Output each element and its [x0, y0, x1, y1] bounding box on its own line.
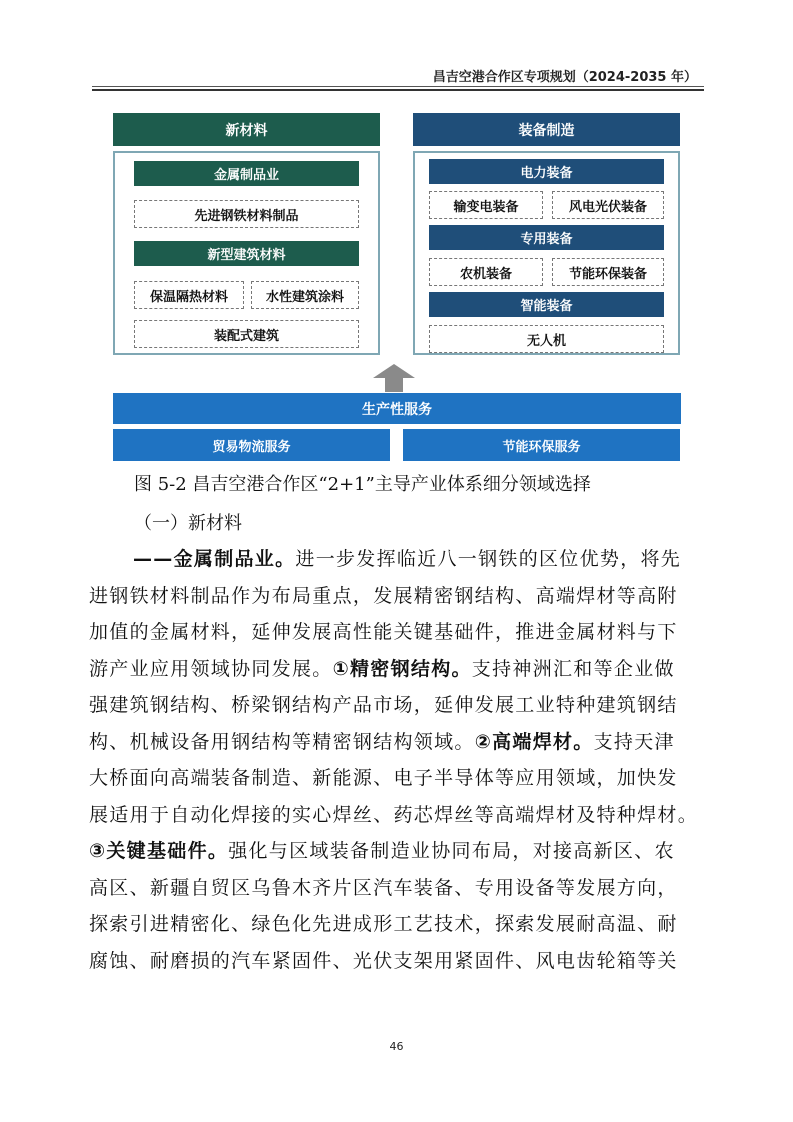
- waterborne-coating-box: 水性建筑涂料: [251, 281, 359, 309]
- line-text: 游产业应用领域协同发展。: [89, 657, 333, 680]
- paragraph-line: [89, 724, 715, 761]
- paragraph-line: [89, 651, 715, 688]
- paragraph-line: 腐蚀、耐磨损的汽车紧固件、光伏支架用紧固件、风电齿轮箱等关: [89, 949, 678, 972]
- eco-services-bar: 节能环保服务: [403, 429, 680, 461]
- drone-box: 无人机: [429, 325, 664, 353]
- wind-solar-equipment-box: 风电光伏装备: [552, 191, 664, 219]
- new-materials-header: 新材料: [113, 113, 380, 146]
- smart-equipment-bar: 智能装备: [429, 292, 664, 317]
- figure-caption: 图 5-2 昌吉空港合作区“2+1”主导产业体系细分领域选择: [134, 474, 591, 495]
- line-text: 支持神洲汇和等企业做: [471, 657, 675, 680]
- paragraph-line: [89, 541, 715, 578]
- paragraph-line: [89, 833, 715, 870]
- trade-logistics-bar: 贸易物流服务: [113, 429, 390, 461]
- industry-system-diagram: [113, 113, 681, 461]
- transmission-equipment-box: 输变电装备: [429, 191, 543, 219]
- bold-term: ②高端焊材。: [474, 730, 594, 753]
- equipment-manufacturing-header: 装备制造: [413, 113, 680, 146]
- line-text: 支持天津: [593, 730, 675, 753]
- bold-term: ——金属制品业。: [133, 548, 296, 570]
- new-building-materials-bar: 新型建筑材料: [134, 241, 359, 266]
- eco-equipment-box: 节能环保装备: [552, 258, 664, 286]
- agri-machinery-box: 农机装备: [429, 258, 543, 286]
- page-number: 46: [389, 1040, 404, 1053]
- producer-services-bar: 生产性服务: [113, 393, 681, 424]
- paragraph-line: 强建筑钢结构、桥梁钢结构产品市场，延伸发展工业特种建筑钢结: [89, 694, 678, 716]
- paragraph-line: 大桥面向高端装备制造、新能源、电子半导体等应用领域，加快发: [89, 767, 678, 789]
- special-equipment-bar: 专用装备: [429, 225, 664, 250]
- paragraph-line: 加值的金属材料，延伸发展高性能关键基础件，推进金属材料与下: [89, 621, 678, 643]
- bold-term: ③关键基础件。: [89, 840, 229, 862]
- up-arrow-icon: [371, 363, 417, 393]
- paragraph-line: 高区、新疆自贸区乌鲁木齐片区汽车装备、专用设备等发展方向，: [89, 876, 678, 899]
- body-paragraph: [89, 541, 715, 979]
- document-header-title: 昌吉空港合作区专项规划（2024-2035 年）: [432, 70, 697, 85]
- advanced-steel-box: 先进钢铁材料制品: [134, 200, 359, 228]
- insulation-materials-box: 保温隔热材料: [134, 281, 244, 309]
- bold-term: ①精密钢结构。: [332, 657, 472, 680]
- new-materials-panel: [113, 151, 380, 355]
- line-text: 构、机械设备用钢结构等精密钢结构领域。: [89, 730, 475, 753]
- header-rule-thick: [92, 89, 704, 91]
- metal-products-bar: 金属制品业: [134, 161, 359, 186]
- paragraph-line: 进钢铁材料制品作为布局重点，发展精密钢结构、高端焊材等高附: [89, 584, 678, 607]
- power-equipment-bar: 电力装备: [429, 159, 664, 184]
- equipment-panel: [413, 151, 680, 355]
- header-rule-thin: [92, 86, 704, 87]
- line-text: 强化与区域装备制造业协同布局，对接高新区、农: [228, 840, 675, 862]
- line-text: 进一步发挥临近八一钢铁的区位优势，将先: [295, 548, 682, 570]
- section-heading: （一）新材料: [134, 513, 242, 534]
- prefab-building-box: 装配式建筑: [134, 320, 359, 348]
- paragraph-line: 展适用于自动化焊接的实心焊丝、药芯焊丝等高端焊材及特种焊材。: [89, 803, 699, 826]
- paragraph-line: 探索引进精密化、绿色化先进成形工艺技术，探索发展耐高温、耐: [89, 913, 678, 935]
